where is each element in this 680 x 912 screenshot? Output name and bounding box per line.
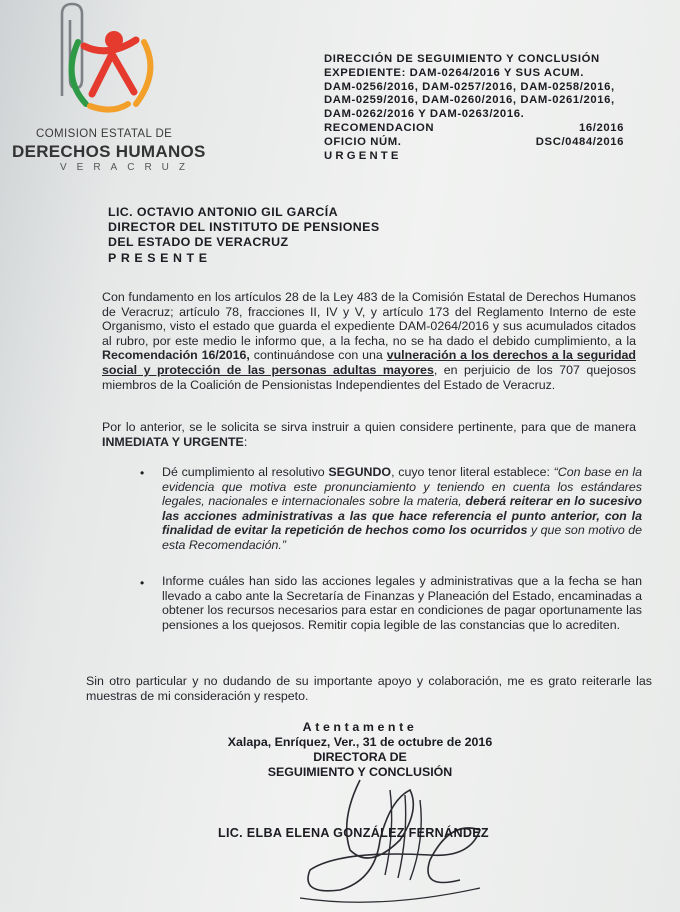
p2-text-a: Por lo anterior, se le solicita se sirva instruir a quien considere pertinente, para que de manera (102, 420, 636, 434)
bullet-icon: • (140, 576, 145, 590)
bullet-resolutivo (162, 465, 642, 553)
oficio-value: DSC/0484/2016 (535, 135, 624, 148)
sig-role-2: SEGUIMIENTO Y CONCLUSIÓN (267, 765, 453, 779)
header-direccion: DIRECCIÓN DE SEGUIMIENTO Y CONCLUSIÓN (324, 53, 600, 65)
header-acum-1: DAM-0256/2016, DAM-0257/2016, DAM-0258/2016, (324, 80, 615, 93)
oficio-label: OFICIO NÚM. (324, 135, 402, 148)
p2-urgente: INMEDIATA Y URGENTE (102, 434, 244, 449)
org-name-line2: DERECHOS HUMANOS (12, 142, 206, 161)
org-name-line3: VERACRUZ (60, 162, 196, 173)
recipient-state: DEL ESTADO DE VERACRUZ (108, 235, 289, 250)
b1-text-a: Dé cumplimiento al resolutivo (162, 465, 329, 479)
b1-quote-bold: deberá reiterar en lo sucesivo las acciones administrativas a las que hace referencia el punto anterior, con la finalidad de evitar la repetición de hechos como los ocurridos (162, 494, 643, 538)
bullet-icon: • (140, 466, 145, 480)
recipient-block (108, 205, 380, 266)
p1-text-c: continuándose con una (249, 348, 387, 363)
paragraph-solicitud (102, 420, 636, 449)
recipient-title: DIRECTOR DEL INSTITUTO DE PENSIONES (108, 220, 380, 235)
recipient-name: LIC. OCTAVIO ANTONIO GIL GARCÍA (108, 205, 338, 219)
p1-text-e: , en perjuicio de los 707 quejosos miembros de la Coalición de Pensionistas Independientes del Estado de Veracruz. (102, 362, 636, 392)
recipient-presente: PRESENTE (108, 250, 212, 265)
sig-place-date: Xalapa, Enríquez, Ver., 31 de octubre de 2016 (227, 735, 493, 749)
b1-segundo: SEGUNDO (328, 465, 392, 479)
header-recomendacion (324, 122, 624, 136)
org-name-line1: COMISION ESTATAL DE (36, 128, 173, 140)
p2-colon: : (243, 434, 248, 449)
signatory-name: LIC. ELBA ELENA GONZÁLEZ FERNÁNDEZ (218, 826, 489, 840)
file-header (324, 53, 624, 163)
sig-role-1: DIRECTORA DE (313, 750, 407, 764)
b1-quote-a: “Con base en la evidencia que motiva este pronunciamiento y teniendo en cuenta los estándares legales, nacionales e internacionales sobre la materia, (162, 465, 643, 509)
header-oficio (324, 136, 624, 150)
header-expediente: EXPEDIENTE: DAM-0264/2016 Y SUS ACUM. (324, 66, 584, 79)
b1-text-c: , cuyo tenor literal establece: (391, 465, 554, 479)
b1-quote-end: y que son motivo de esta Recomendación.” (162, 523, 642, 552)
p1-text-a: Con fundamento en los artículos 28 de la Ley 483 de la Comisión Estatal de Derechos Humanos de Veracruz; artículo 78, fracciones II, IV y V, y artículo 173 del Reglamento Interno de este Organismo, visto el estado que guarda el expediente DAM-0264/2016 y sus acumulados citados al rubro, por este medio le informo que, a la fecha, no se ha dado el debido cumplimiento, a la (102, 290, 636, 348)
paragraph-cierre: Sin otro particular y no dudando de su importante apoyo y colaboración, me es grato reiterarle las muestras de mi consideración y respeto. (86, 674, 652, 703)
p1-recomendacion: Recomendación 16/2016, (102, 348, 250, 363)
recomendacion-value: 16/2016 (578, 121, 624, 134)
header-urgente: URGENTE (324, 149, 402, 162)
recomendacion-label: RECOMENDACION (324, 121, 435, 134)
p1-vulneracion: vulneración a los derechos a la seguridad social y protección de las personas adultas mayores (102, 348, 636, 377)
paragraph-fundamento (102, 290, 636, 392)
header-acum-2: DAM-0259/2016, DAM-0260/2016, DAM-0261/2016, (324, 94, 615, 107)
bullet-informe: Informe cuáles han sido las acciones legales y administrativas que a la fecha se han llevado a cabo ante la Secretaría de Finanzas y Planeación del Estado, encaminadas a obtener los recursos necesarios para estar en condiciones de pagar oportunamente las pensiones a los quejosos. Remitir copia legible de las constancias que lo acrediten. (162, 574, 642, 632)
header-acum-3: DAM-0262/2016 Y DAM-0263/2016. (324, 108, 525, 121)
sig-atentamente: Atentamente (302, 720, 418, 734)
